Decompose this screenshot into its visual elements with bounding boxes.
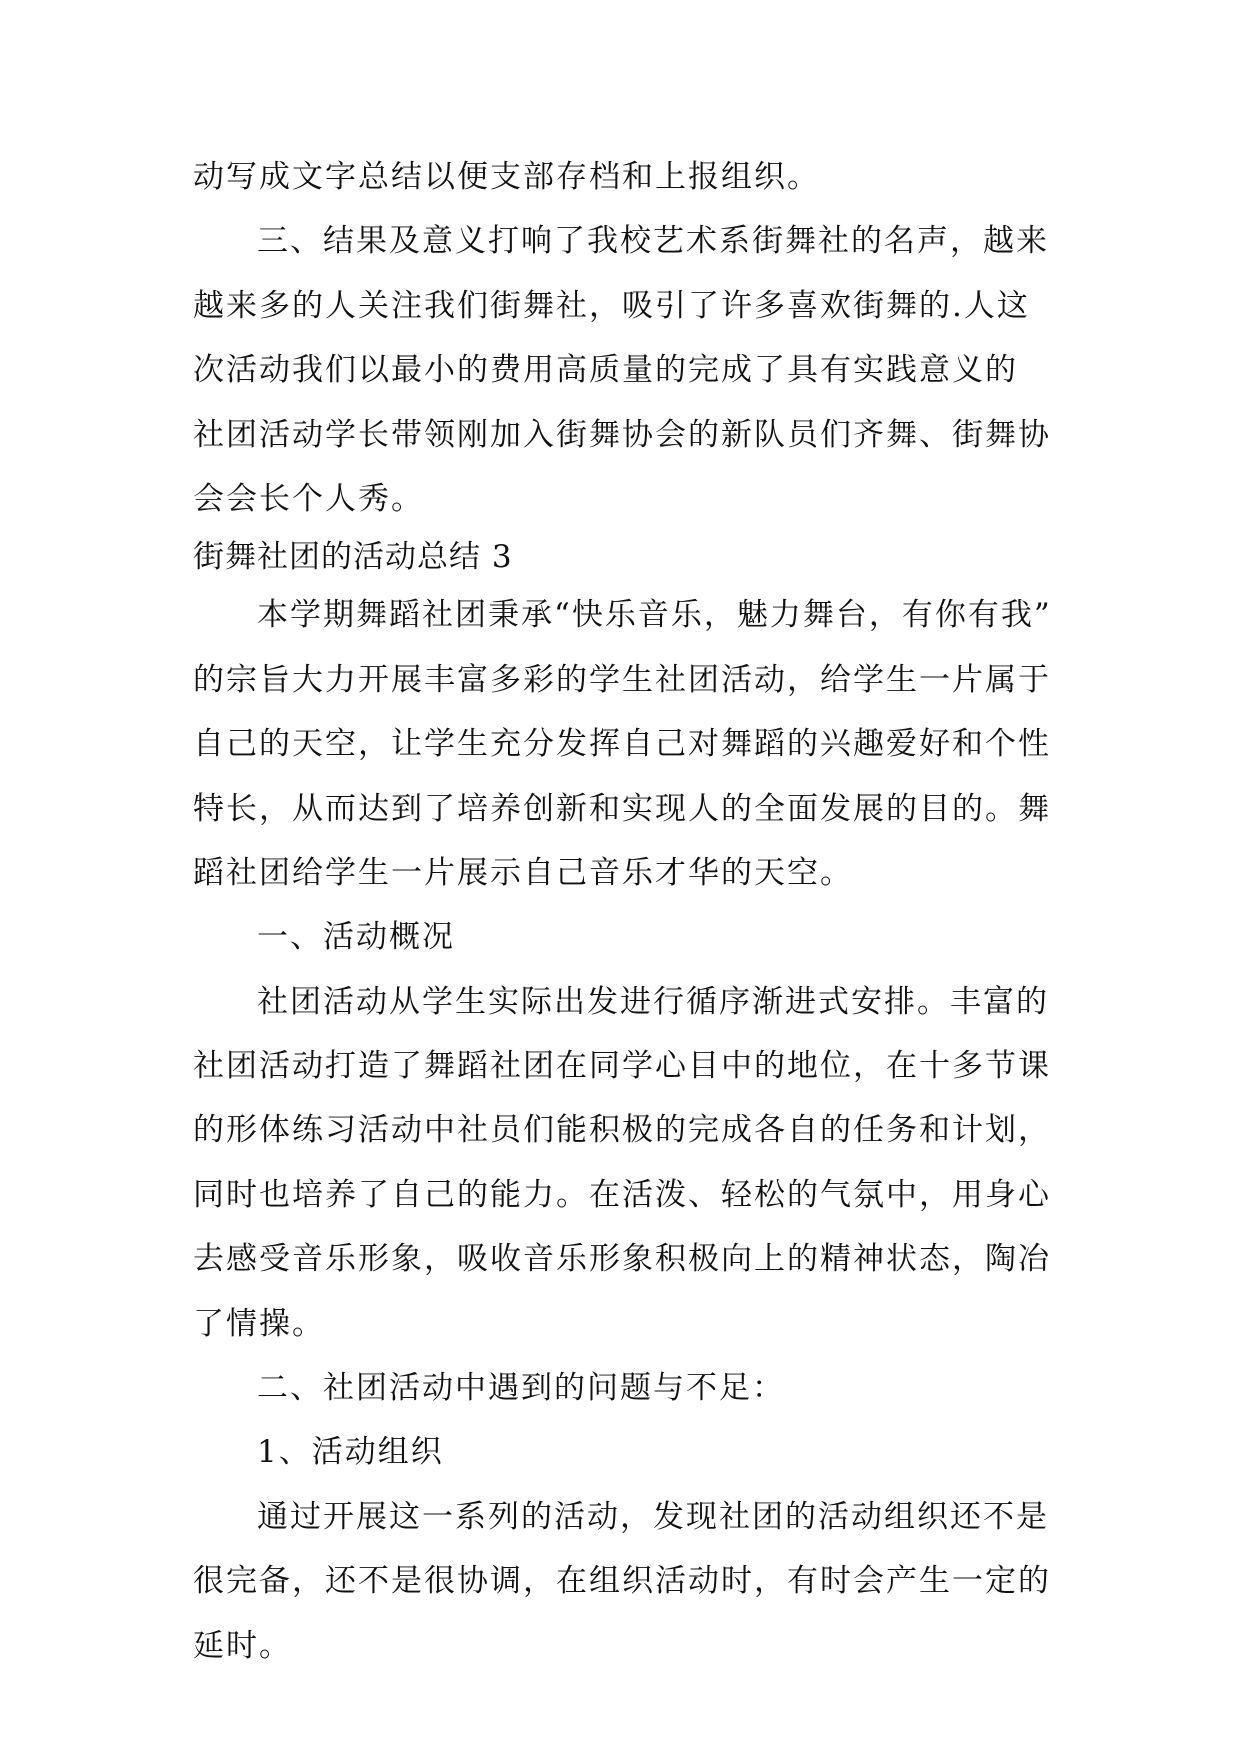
text-line: 本学期舞蹈社团秉承“快乐音乐，魅力舞台，有你有我” [257,597,1052,634]
section-heading: 街舞社团的活动总结 3 [193,539,513,576]
text-line: 三、结果及意义打响了我校艺术系街舞社的名声，越来 [257,223,1049,260]
text-line: 次活动我们以最小的费用高质量的完成了具有实践意义的 [193,352,1018,389]
text-line: 了情操。 [193,1305,325,1342]
text-line: 同时也培养了自己的能力。在活泼、轻松的气氛中，用身心 [193,1176,1051,1213]
text-line: 越来多的人关注我们街舞社，吸引了许多喜欢街舞的.人这 [193,287,1030,324]
text-line: 会会长个人秀。 [193,480,424,517]
subheading: 1、活动组织 [257,1434,444,1471]
subheading: 二、社团活动中遇到的问题与不足： [257,1370,785,1407]
text-line: 社团活动从学生实际出发进行循序渐进式安排。丰富的 [257,983,1049,1020]
text-line: 蹈社团给学生一片展示自己音乐才华的天空。 [193,854,853,891]
subheading: 一、活动概况 [257,919,455,956]
text-line: 特长，从而达到了培养创新和实现人的全面发展的目的。舞 [193,790,1051,827]
text-line: 动写成文字总结以便支部存档和上报组织。 [193,159,820,195]
text-line: 社团活动打造了舞蹈社团在同学心目中的地位，在十多节课 [193,1048,1051,1085]
text-line: 去感受音乐形象，吸收音乐形象积极向上的精神状态，陶冶 [193,1241,1051,1278]
document-body [193,145,1055,1678]
text-line: 社团活动学长带领刚加入街舞协会的新队员们齐舞、街舞协 [193,416,1051,453]
text-line: 延时。 [193,1627,292,1664]
text-line: 很完备，还不是很协调，在组织活动时，有时会产生一定的 [193,1563,1051,1600]
text-line: 的形体练习活动中社员们能积极的完成各自的任务和计划， [193,1112,1051,1149]
text-line: 自己的天空，让学生充分发挥自己对舞蹈的兴趣爱好和个性 [193,726,1051,763]
text-line: 通过开展这一系列的活动，发现社团的活动组织还不是 [257,1498,1049,1535]
text-line: 的宗旨大力开展丰富多彩的学生社团活动，给学生一片属于 [193,661,1051,698]
